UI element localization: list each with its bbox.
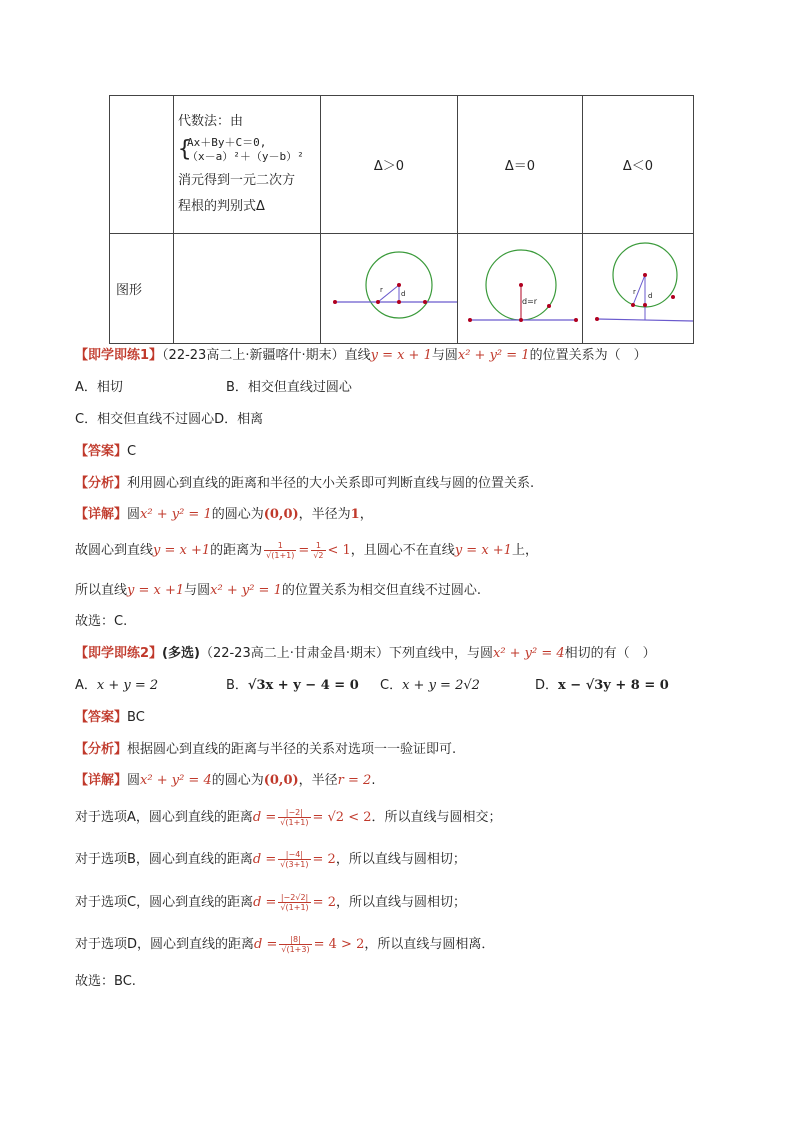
figure-tangent-cell bbox=[458, 234, 583, 344]
text: ，所以直线与圆相切； bbox=[335, 852, 466, 867]
method-line3: 消元得到一元二次方 bbox=[178, 173, 296, 188]
text: 的距离为 bbox=[210, 543, 263, 558]
figure-separate-cell bbox=[583, 234, 694, 344]
frac-num: |−2√2| bbox=[278, 893, 310, 903]
method-line1: 代数法：由 bbox=[178, 114, 244, 129]
math-result: = 4 > 2 bbox=[313, 937, 365, 952]
ex1-detail-line3 bbox=[75, 582, 481, 600]
text: 对于选项A，圆心到直线的距离 bbox=[75, 810, 253, 825]
text: 对于选项D，圆心到直线的距离 bbox=[75, 937, 255, 952]
frac-den: √(1+1) bbox=[280, 818, 309, 827]
ex2-detail-line1 bbox=[75, 772, 375, 790]
text: 的圆心为 bbox=[211, 507, 264, 522]
fraction bbox=[279, 935, 311, 954]
frac-den: √(3+1) bbox=[280, 860, 309, 869]
intersect-figure bbox=[321, 234, 457, 339]
text: ，所以直线与圆相离． bbox=[364, 937, 495, 952]
equation-system bbox=[178, 136, 320, 164]
ex2-detail-option-a bbox=[75, 808, 502, 827]
figure-label: 图形 bbox=[116, 283, 143, 298]
delta-positive-cell bbox=[321, 96, 458, 234]
frac-num: |8| bbox=[279, 935, 311, 945]
text: ，所以直线与圆相切； bbox=[335, 895, 466, 910]
ex2-question bbox=[75, 645, 656, 663]
fig3-r-label: r bbox=[633, 288, 636, 296]
ex1-tag: 【即学即练1】 bbox=[75, 348, 163, 363]
fig1-d-label: d bbox=[401, 290, 406, 298]
ex2-tag: 【即学即练2】 bbox=[75, 646, 163, 661]
ex2-option-a bbox=[75, 677, 158, 695]
math-d: d = bbox=[253, 895, 277, 910]
ex1-circle-eq: x² + y² = 1 bbox=[457, 348, 530, 363]
math-circle: x² + y² = 1 bbox=[210, 583, 282, 598]
text: 的圆心为 bbox=[211, 773, 264, 788]
tangent-figure bbox=[458, 234, 582, 339]
option-eq: x + y = 2√2 bbox=[402, 678, 480, 693]
math-lt: < 1 bbox=[327, 543, 351, 558]
frac-num: 1 bbox=[264, 541, 296, 551]
ex1-analysis bbox=[75, 475, 534, 493]
text: ， bbox=[359, 507, 373, 522]
ex2-option-b bbox=[226, 677, 359, 695]
delta-negative: Δ＜0 bbox=[622, 159, 654, 174]
ex1-answer-tag: 【答案】 bbox=[75, 444, 128, 459]
option-eq: x − √3y + 8 = 0 bbox=[558, 678, 669, 693]
ex2-option-d bbox=[535, 677, 669, 695]
text: 对于选项C，圆心到直线的距离 bbox=[75, 895, 254, 910]
table-empty-cell bbox=[110, 96, 174, 234]
figure-label-cell bbox=[110, 234, 174, 344]
ex1-option-a: A．相切 bbox=[75, 380, 123, 395]
figure-intersect-cell bbox=[321, 234, 458, 344]
table-empty-cell bbox=[174, 234, 321, 344]
method-line4: 程根的判别式Δ bbox=[178, 199, 265, 214]
ex1-source: （22-23高二上·新疆喀什·期末）直线 bbox=[162, 348, 371, 363]
ex1-option-c: C．相交但直线不过圆心 bbox=[75, 412, 215, 427]
ex1-answer-value: C bbox=[127, 444, 137, 459]
fraction bbox=[278, 808, 310, 827]
delta-zero-cell bbox=[458, 96, 583, 234]
frac-den: √(1+1) bbox=[280, 903, 309, 912]
text: ．所以直线与圆相交； bbox=[371, 810, 502, 825]
ex2-analysis bbox=[75, 741, 456, 759]
fig1-r-label: r bbox=[380, 286, 383, 294]
ex2-answer bbox=[75, 709, 145, 727]
ex2-option-c bbox=[380, 677, 480, 695]
frac-den: √(1+3) bbox=[281, 945, 310, 954]
option-letter: D． bbox=[535, 678, 559, 693]
ex2-detail-option-d bbox=[75, 935, 494, 954]
text: ，半径为 bbox=[298, 507, 351, 522]
ex1-end: 的位置关系为（ ） bbox=[529, 348, 647, 363]
ex2-choose: 故选：BC. bbox=[75, 974, 136, 989]
ex2-detail-tag: 【详解】 bbox=[75, 773, 128, 788]
ex1-option-d: D．相离 bbox=[214, 412, 264, 427]
separate-figure bbox=[583, 234, 693, 339]
frac-den: √2 bbox=[313, 551, 324, 560]
fraction bbox=[311, 541, 325, 560]
math-radius: r = 2 bbox=[337, 773, 372, 788]
delta-negative-cell bbox=[583, 96, 694, 234]
ex2-source: （22-23高二上·甘肃金昌·期末）下列直线中，与圆 bbox=[199, 646, 493, 661]
frac-num: 1 bbox=[311, 541, 325, 551]
ex1-analysis-text: 利用圆心到直线的距离和半径的大小关系即可判断直线与圆的位置关系. bbox=[127, 476, 535, 491]
math-d: d = bbox=[252, 852, 277, 867]
ex1-answer bbox=[75, 443, 136, 461]
fig3-d-label: d bbox=[648, 292, 653, 300]
math-d: d = bbox=[252, 810, 277, 825]
equation-line2: （x－a）²＋（y－b）² bbox=[187, 150, 304, 163]
math-center: (0,0) bbox=[263, 773, 299, 788]
math-radius: 1 bbox=[350, 507, 360, 522]
text: ，半径 bbox=[298, 773, 338, 788]
ex2-circle-eq: x² + y² = 4 bbox=[492, 646, 565, 661]
ex2-analysis-tag: 【分析】 bbox=[75, 742, 128, 757]
math-eq: = bbox=[298, 543, 310, 558]
frac-num: |−4| bbox=[278, 850, 310, 860]
ex1-mid: 与圆 bbox=[431, 348, 458, 363]
ex2-answer-value: BC bbox=[127, 710, 145, 725]
math-result: = √2 < 2 bbox=[312, 810, 372, 825]
frac-den: √(1+1) bbox=[266, 551, 295, 560]
ex1-options-cd bbox=[75, 411, 263, 429]
text: 对于选项B，圆心到直线的距离 bbox=[75, 852, 253, 867]
ex1-line-eq: y = x + 1 bbox=[370, 348, 432, 363]
text: 的位置关系为相交但直线不过圆心. bbox=[281, 583, 481, 598]
ex2-answer-tag: 【答案】 bbox=[75, 710, 128, 725]
algebraic-method-cell bbox=[174, 96, 321, 234]
math-result: = 2 bbox=[312, 895, 336, 910]
ex1-analysis-tag: 【分析】 bbox=[75, 476, 128, 491]
text: . bbox=[371, 773, 376, 788]
fraction bbox=[278, 850, 310, 869]
equation-line1: Ax＋By＋C＝0, bbox=[187, 136, 267, 149]
option-letter: A． bbox=[75, 678, 97, 693]
math-circle: x² + y² = 4 bbox=[140, 773, 212, 788]
fraction bbox=[264, 541, 296, 560]
text: 上， bbox=[511, 543, 538, 558]
math-d: d = bbox=[254, 937, 278, 952]
delta-positive: Δ＞0 bbox=[373, 159, 405, 174]
ex1-detail-line1 bbox=[75, 506, 373, 524]
ex1-question bbox=[75, 347, 647, 365]
math-line: y = x +1 bbox=[153, 543, 211, 558]
math-result: = 2 bbox=[312, 852, 336, 867]
ex1-detail-line2 bbox=[75, 541, 538, 560]
ex2-analysis-text: 根据圆心到直线的距离与半径的关系对选项一一验证即可. bbox=[127, 742, 457, 757]
ex1-option-b: B．相交但直线过圆心 bbox=[226, 380, 352, 395]
text: ，且圆心不在直线 bbox=[350, 543, 455, 558]
text: 所以直线 bbox=[75, 583, 128, 598]
option-letter: B． bbox=[226, 678, 248, 693]
ex1-choose: 故选：C. bbox=[75, 614, 128, 629]
math-line: y = x +1 bbox=[454, 543, 512, 558]
ex1-detail-tag: 【详解】 bbox=[75, 507, 128, 522]
ex2-multi: (多选) bbox=[162, 646, 200, 661]
option-letter: C． bbox=[380, 678, 403, 693]
brace-icon: { bbox=[178, 137, 192, 162]
ex2-detail-option-c bbox=[75, 893, 466, 912]
fig2-dr-label: d=r bbox=[522, 297, 538, 306]
fraction bbox=[278, 893, 310, 912]
ex2-end: 相切的有（ ） bbox=[564, 646, 656, 661]
frac-num: |−2| bbox=[278, 808, 310, 818]
ex2-detail-option-b bbox=[75, 850, 466, 869]
text: 与圆 bbox=[184, 583, 211, 598]
option-eq: √3x + y − 4 = 0 bbox=[247, 678, 359, 693]
math-line: y = x +1 bbox=[127, 583, 185, 598]
delta-zero: Δ＝0 bbox=[504, 159, 536, 174]
math-center: (0,0) bbox=[263, 507, 299, 522]
text: 圆 bbox=[127, 507, 141, 522]
option-eq: x + y = 2 bbox=[96, 678, 159, 693]
comparison-table bbox=[109, 95, 694, 344]
text: 圆 bbox=[127, 773, 141, 788]
math-circle: x² + y² = 1 bbox=[140, 507, 212, 522]
text: 故圆心到直线 bbox=[75, 543, 154, 558]
